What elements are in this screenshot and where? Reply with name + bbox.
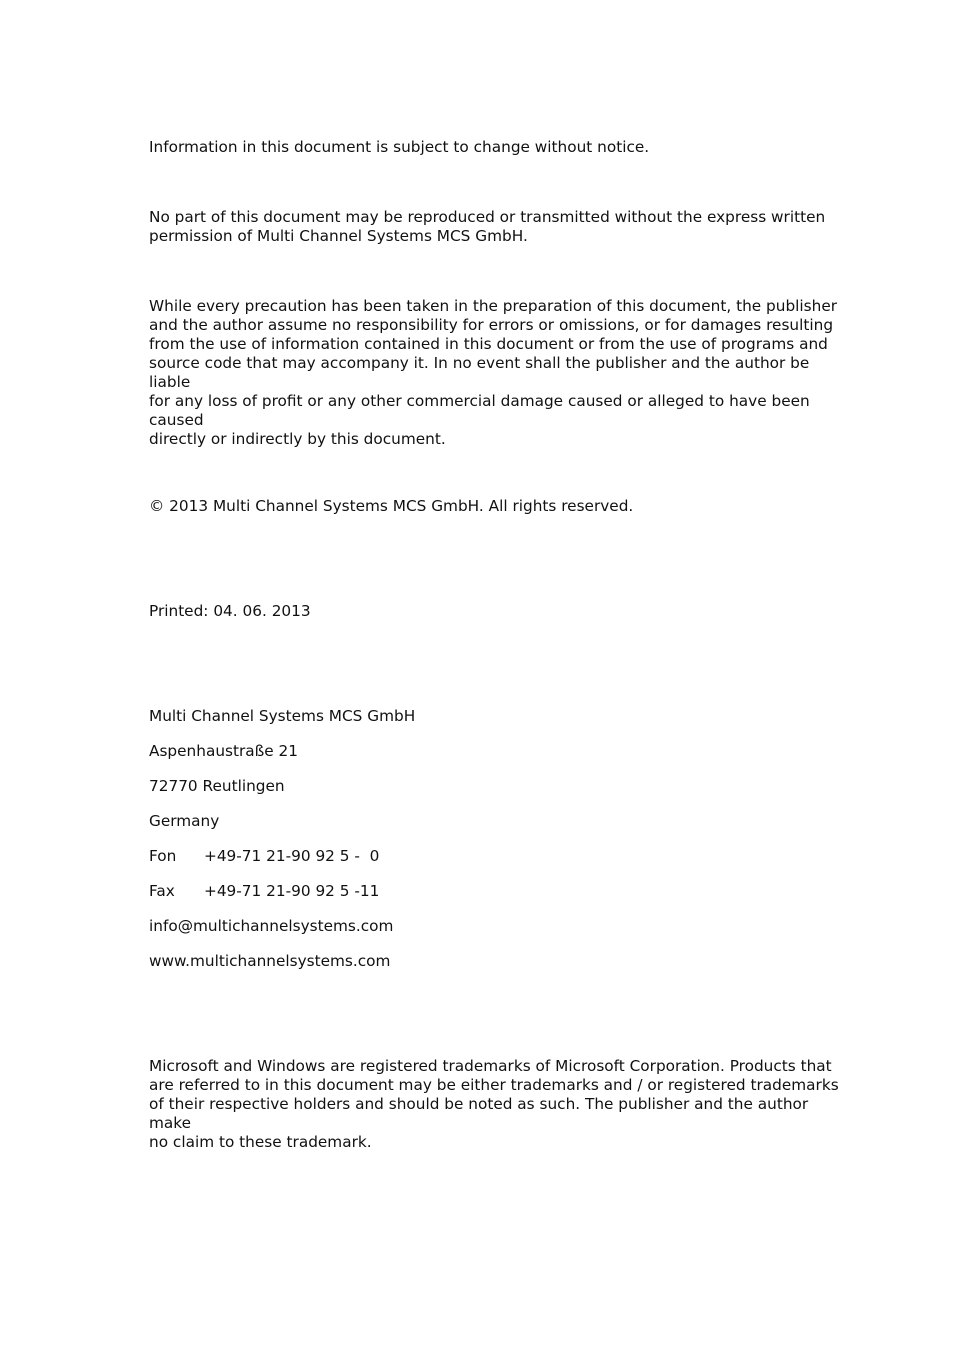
trademark-notice: Microsoft and Windows are registered trademarks of Microsoft Corporation. Products that are referred to in this document may be either trademarks and / or registered trademarks of their respective holders and should be noted as such. The publisher and the author make no claim to these trademark. bbox=[149, 1057, 839, 1151]
phone-number: +49-71 21-90 92 5 - 0 bbox=[204, 847, 380, 865]
country: Germany bbox=[149, 812, 220, 830]
fax-number: +49-71 21-90 92 5 -11 bbox=[204, 882, 380, 900]
liability-disclaimer: While every precaution has been taken in the preparation of this document, the publisher and the author assume no responsibility for errors or omissions, or for damages resulting from the use of information contained in this document or from the use of programs and source code that may accompany it. In no event shall the publisher and the author be liable for any loss of profit or any other commercial damage caused or alleged to have been caused directly or indirectly by this document. bbox=[149, 297, 838, 448]
fax-label: Fax bbox=[149, 882, 175, 900]
phone-label: Fon bbox=[149, 847, 177, 865]
email-address: info@multichannelsystems.com bbox=[149, 917, 394, 935]
fax-line bbox=[149, 882, 379, 901]
city: 72770 Reutlingen bbox=[149, 777, 285, 795]
company-name: Multi Channel Systems MCS GmbH bbox=[149, 707, 416, 725]
reproduction-notice: No part of this document may be reproduced or transmitted without the express written permission of Multi Channel Systems MCS GmbH. bbox=[149, 208, 826, 245]
change-notice: Information in this document is subject to change without notice. bbox=[149, 138, 650, 156]
phone-line bbox=[149, 847, 379, 866]
street-address: Aspenhaustraße 21 bbox=[149, 742, 299, 760]
website-url: www.multichannelsystems.com bbox=[149, 952, 391, 970]
printed-date: Printed: 04. 06. 2013 bbox=[149, 602, 311, 620]
copyright-notice: © 2013 Multi Channel Systems MCS GmbH. All rights reserved. bbox=[149, 497, 634, 515]
